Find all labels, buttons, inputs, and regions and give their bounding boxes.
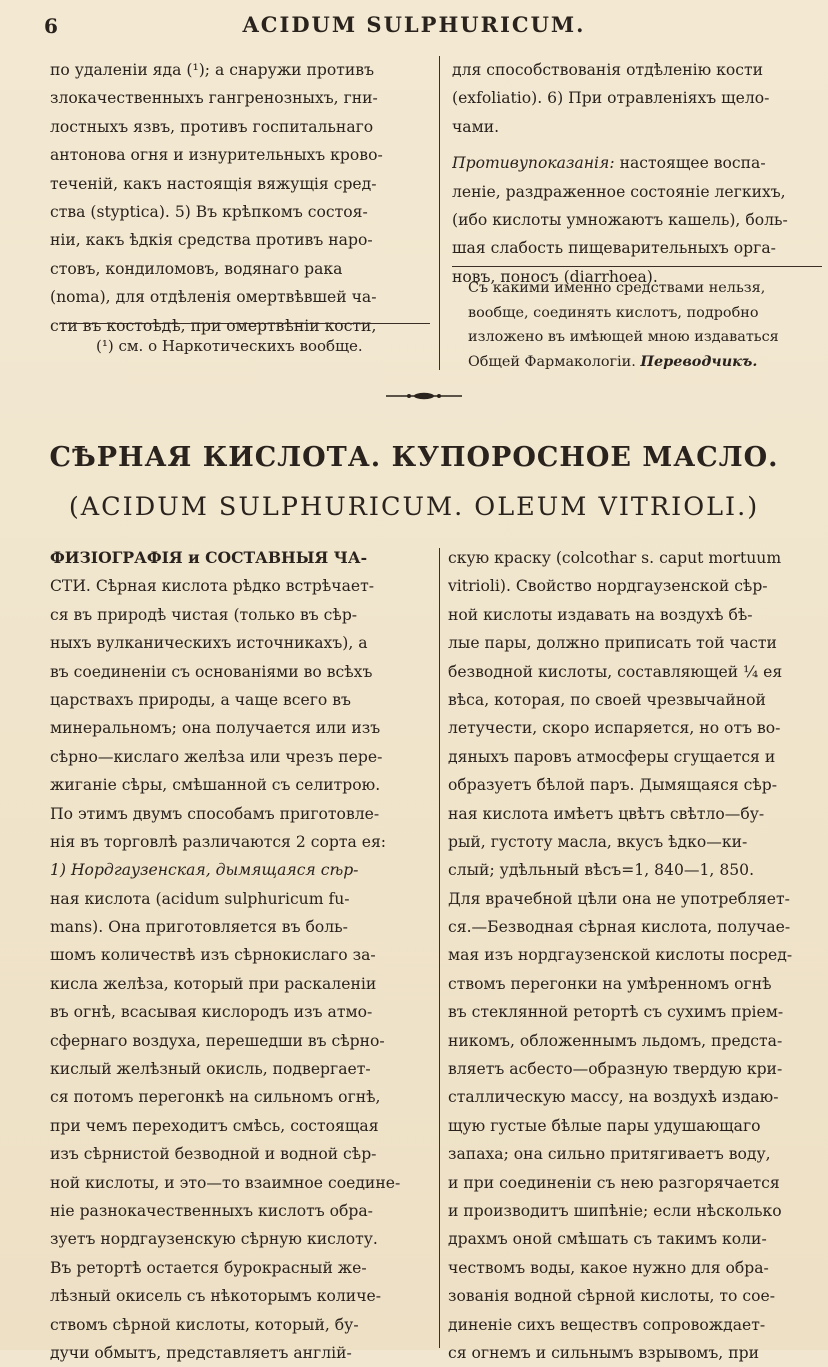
text-line: никомъ, обложеннымъ льдомъ, предста- (448, 1031, 783, 1050)
text-line: чествомъ воды, какое нужно для обра- (448, 1258, 769, 1277)
ornament-divider (384, 390, 464, 402)
text-line: изъ сѣрнистой безводной и водной сѣр- (50, 1145, 377, 1164)
text-line: ства (styptica). 5) Въ крѣпкомъ состоя- (50, 202, 368, 221)
translator-note (468, 276, 822, 374)
note-text: Общей Фармакологіи. (468, 353, 636, 370)
page-number: 6 (44, 14, 58, 38)
text-line: безводной кислоты, составляющей ¼ ея (448, 662, 783, 681)
text-line: дяныхъ паровъ атмосферы сгущается и (448, 747, 776, 766)
article-latin-title: (ACIDUM SULPHURICUM. OLEUM VITRIOLI.) (68, 492, 760, 522)
text-line: ніе разнокачественныхъ кислотъ обра- (50, 1201, 373, 1220)
text-line: злокачественныхъ гангренозныхъ, гни- (50, 89, 378, 108)
text-line: нія въ торговлѣ различаются 2 сорта ея: (50, 832, 387, 851)
text-line: сталлическую массу, на воздухѣ издаю- (448, 1088, 779, 1107)
text-line: шая слабость пищеварительныхъ орга- (452, 239, 776, 258)
text-line: vitrioli). Свойство нордгаузенской сѣр- (448, 577, 768, 596)
text-line: въ стеклянной ретортѣ съ сухимъ пріем- (448, 1003, 784, 1022)
text-line: зованія водной сѣрной кислоты, то сое- (448, 1287, 776, 1306)
text-line: mans). Она приготовляется въ боль- (50, 918, 348, 937)
text-line: вѣса, которая, по своей чрезвычайной (448, 690, 766, 709)
text-line: сти въ костоѣдѣ, при омертвѣніи кости, (50, 316, 377, 335)
text-line: ной кислоты, и это—то взаимное соедине- (50, 1173, 401, 1192)
text-line: драхмъ оной смѣшать съ такимъ коли- (448, 1230, 767, 1249)
text-line: минеральномъ; она получается или изъ (50, 719, 381, 738)
text-line: шомъ количествѣ изъ сѣрнокислаго за- (50, 946, 376, 965)
text-line (452, 149, 822, 177)
text-line: 1) Нордгаузенская, дымящаяся сѣр- (50, 861, 359, 880)
text-line: лые пары, должно приписать той части (448, 634, 777, 653)
contraindications-text: настоящее воспа- (614, 154, 766, 173)
text-line: кислый желѣзный окисль, подвергает- (50, 1060, 371, 1079)
text-line: мая изъ нордгаузенской кислоты посред- (448, 946, 793, 965)
column-divider (439, 548, 440, 1348)
contraindications-label: Противупоказанія: (452, 154, 615, 173)
text-line: сфернаго воздуха, перешедши въ сѣрно- (50, 1031, 385, 1050)
text-line: ніи, какъ ѣдкія средства противъ наро- (50, 231, 373, 250)
text-line: ныхъ вулканическихъ источникахъ), а (50, 634, 368, 653)
text-line: (noma), для отдѣленія омертвѣвшей ча- (50, 288, 377, 307)
text-line: антонова огня и изнурительныхъ крово- (50, 146, 383, 165)
text-line: изложено въ имѣющей мною издаваться (468, 329, 779, 346)
text-line: ся въ природѣ чистая (только въ сѣр- (50, 605, 358, 624)
text-line: и при соединеніи съ нею разгорячается (448, 1173, 780, 1192)
text-line: вляетъ асбесто—образную твердую кри- (448, 1060, 783, 1079)
text-line: леніе, раздраженное состояніе легкихъ, (452, 182, 786, 201)
top-right-column (452, 56, 822, 291)
text-line: ствомъ сѣрной кислоты, который, бу- (50, 1315, 359, 1334)
text-line: ся потомъ перегонкѣ на сильномъ огнѣ, (50, 1088, 381, 1107)
text-line: запаха; она сильно притягиваетъ воду, (448, 1145, 771, 1164)
text-line: рый, густоту масла, вкусъ ѣдко—ки- (448, 832, 748, 851)
text-line: теченій, какъ настоящія вяжущія сред- (50, 174, 377, 193)
text-line: ствомъ перегонки на умѣренномъ огнѣ (448, 974, 772, 993)
text-line: По этимъ двумъ способамъ приготовле- (50, 804, 380, 823)
text-line: при чемъ переходитъ смѣсь, состоящая (50, 1116, 379, 1135)
article-left-column (50, 544, 432, 1367)
text-line (468, 350, 822, 375)
text-line: ся.—Безводная сѣрная кислота, получае- (448, 918, 791, 937)
text-line: лѣзный окисель съ нѣкоторымъ количе- (50, 1287, 382, 1306)
column-divider (439, 56, 440, 370)
text-line: дучи обмытъ, представляетъ англій- (50, 1343, 352, 1362)
text-line: слый; удѣльный вѣсъ=1, 840—1, 850. (448, 861, 755, 880)
text-line: ная кислота имѣетъ цвѣтъ свѣтло—бу- (448, 804, 765, 823)
text-line: (ибо кислоты умножаютъ кашель), боль- (452, 210, 788, 229)
text-line: ной кислоты издавать на воздухѣ бѣ- (448, 605, 753, 624)
article-title: СѢРНАЯ КИСЛОТА. КУПОРОСНОЕ МАСЛО. (49, 442, 779, 473)
text-line: (exfoliatio). 6) При отравленіяхъ щело- (452, 89, 770, 108)
text-line: зуетъ нордгаузенскую сѣрную кислоту. (50, 1230, 378, 1249)
section-heading: ФИЗІОГРАФІЯ и СОСТАВНЫЯ ЧА- (50, 548, 368, 567)
text-line: въ соединеніи съ основаніями во всѣхъ (50, 662, 373, 681)
note-divider (452, 266, 822, 267)
article-right-column (448, 544, 822, 1367)
text-line: стовъ, кондиломовъ, водянаго рака (50, 259, 343, 278)
text-line: для способствованія отдѣленію кости (452, 61, 764, 79)
running-title: ACIDUM SULPHURICUM. (242, 12, 586, 37)
text-line: кисла желѣза, который при раскаленіи (50, 974, 377, 993)
text-line: скую краску (colcothar s. caput mortuum (448, 549, 782, 567)
text-line: по удаленіи яда (¹); а снаружи противъ (50, 61, 375, 79)
translator-signature: Переводчикъ. (640, 352, 758, 370)
text-line: диненіе сихъ веществъ сопровождает- (448, 1315, 766, 1334)
text-line: сѣрно—кислаго желѣза или чрезъ пере- (50, 747, 383, 766)
text-line: летучести, скоро испаряется, но отъ во- (448, 719, 781, 738)
text-line: щую густые бѣлые пары удушающаго (448, 1116, 761, 1135)
footnote-divider (60, 323, 430, 324)
text-line: Въ ретортѣ остается бурокрасный же- (50, 1258, 367, 1277)
text-line: ная кислота (acidum sulphuricum fu- (50, 889, 350, 908)
text-line: чами. (452, 117, 500, 136)
text-line: лостныхъ язвъ, противъ госпитальнаго (50, 117, 374, 136)
text-line: новъ, поносъ (diarrhoea). (452, 267, 658, 286)
text-line: въ огнѣ, всасывая кислородъ изъ атмо- (50, 1003, 373, 1022)
footnote: (¹) см. о Наркотическихъ вообще. (96, 337, 363, 355)
text-line: жиганіе сѣры, смѣшанной съ селитрою. (50, 776, 381, 795)
text-line: СТИ. Сѣрная кислота рѣдко встрѣчает- (50, 577, 375, 596)
text-line: царствахъ природы, а чаще всего въ (50, 690, 351, 709)
top-left-column (50, 56, 430, 340)
text-line: образуетъ бѣлой паръ. Дымящаяся сѣр- (448, 776, 778, 795)
text-line: и производитъ шипѣніе; если нѣсколько (448, 1201, 782, 1220)
text-line: вообще, соединять кислотъ, подробно (468, 304, 759, 321)
text-line: Съ какими именно средствами нельзя, (468, 280, 766, 296)
text-line: Для врачебной цѣли она не употребляет- (448, 889, 790, 908)
text-line: ся огнемъ и сильнымъ взрывомъ, при (448, 1343, 759, 1362)
